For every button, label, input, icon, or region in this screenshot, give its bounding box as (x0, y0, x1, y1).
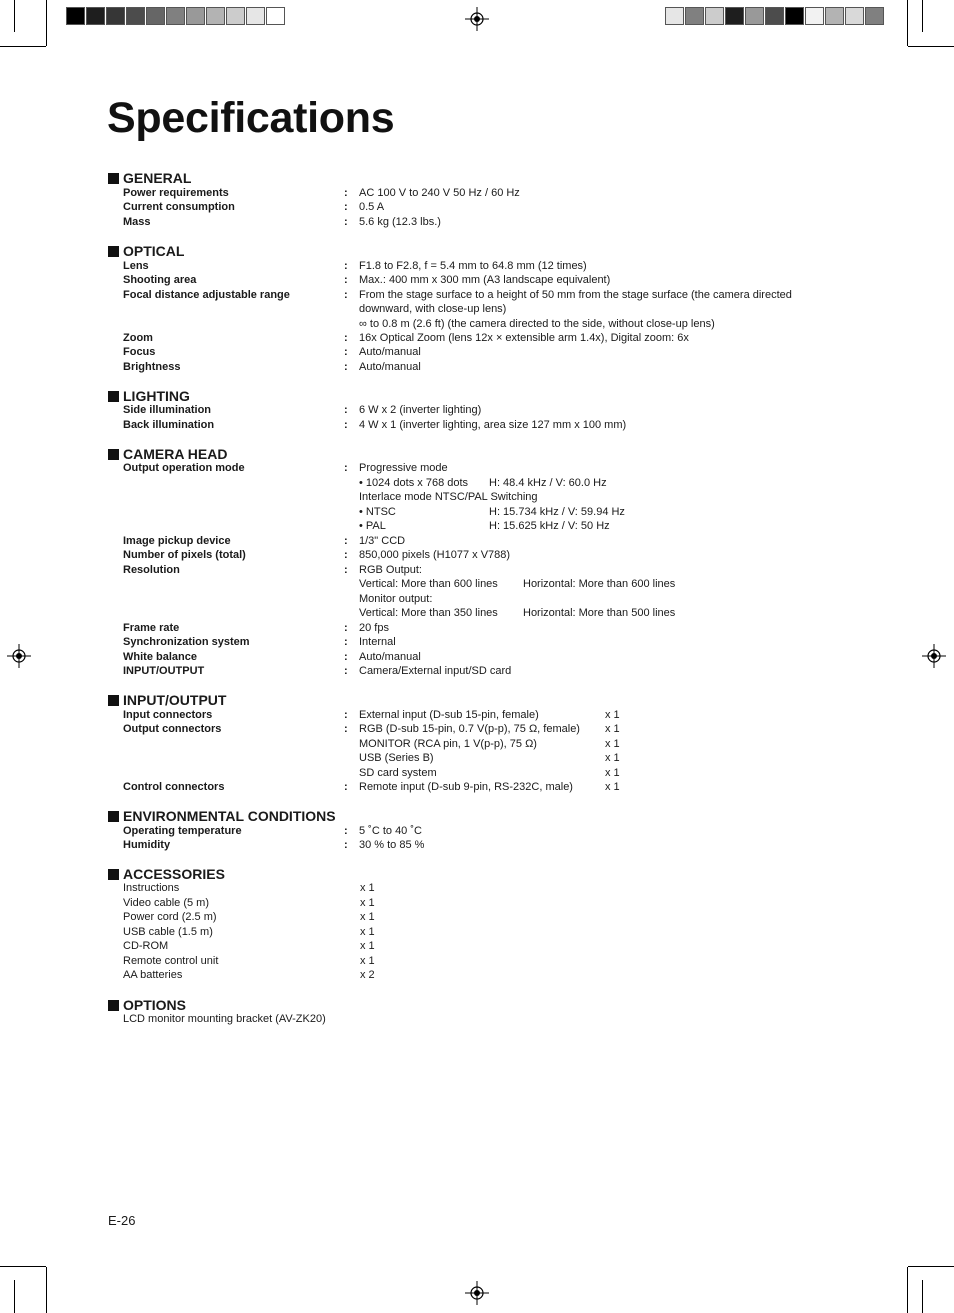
grayscale-bar-right (665, 0, 887, 30)
accessory-row: Video cable (5 m) x 1 (123, 897, 375, 909)
spec-row-continuation: • PAL H: 15.625 kHz / V: 50 Hz (359, 520, 610, 532)
gray-swatch (705, 7, 724, 25)
spec-row: Lens : F1.8 to F2.8, f = 5.4 mm to 64.8 mm (12 times) (123, 260, 587, 272)
spec-row: Humidity : 30 % to 85 % (123, 839, 425, 851)
gray-swatch (206, 7, 225, 25)
gray-swatch (246, 7, 265, 25)
spec-row: Frame rate : 20 fps (123, 622, 389, 634)
spec-row-continuation: Vertical: More than 600 lines Horizontal: More than 600 lines (359, 578, 676, 590)
spec-row-continuation: Monitor output: (359, 593, 433, 605)
page-title: Specifications (107, 94, 395, 142)
gray-swatch (266, 7, 285, 25)
spec-row: Current consumption : 0.5 A (123, 201, 385, 213)
spec-row-continuation: SD card system x 1 (359, 767, 620, 779)
gray-swatch (725, 7, 744, 25)
section-heading-lighting: LIGHTING (108, 388, 190, 404)
spec-row-continuation: USB (Series B) x 1 (359, 752, 620, 764)
gray-swatch (106, 7, 125, 25)
spec-row: INPUT/OUTPUT : Camera/External input/SD card (123, 665, 512, 677)
spec-row: Resolution : RGB Output: (123, 564, 422, 576)
gray-swatch (226, 7, 245, 25)
spec-row: Mass : 5.6 kg (12.3 lbs.) (123, 216, 441, 228)
gray-swatch (825, 7, 844, 25)
spec-row-continuation: Vertical: More than 350 lines Horizontal: More than 500 lines (359, 607, 676, 619)
spec-row: Image pickup device : 1/3" CCD (123, 535, 406, 547)
spec-row: Output connectors : RGB (D-sub 15-pin, 0.7 V(p-p), 75 Ω, female) x 1 (123, 723, 620, 735)
gray-swatch (785, 7, 804, 25)
gray-swatch (685, 7, 704, 25)
spec-row: Input connectors : External input (D-sub 15-pin, female) x 1 (123, 709, 620, 721)
spec-row-continuation: MONITOR (RCA pin, 1 V(p-p), 75 Ω) x 1 (359, 738, 620, 750)
page-number: E-26 (108, 1213, 136, 1228)
spec-row-continuation: • NTSC H: 15.734 kHz / V: 59.94 Hz (359, 506, 625, 518)
gray-swatch (845, 7, 864, 25)
accessory-row: USB cable (1.5 m) x 1 (123, 926, 375, 938)
gray-swatch (765, 7, 784, 25)
section-heading-options: OPTIONS (108, 997, 186, 1013)
section-heading-environmental: ENVIRONMENTAL CONDITIONS (108, 808, 336, 824)
spec-row: Focal distance adjustable range : From the stage surface to a height of 50 mm from the stage surface (the camera directed (123, 289, 792, 301)
spec-row: Synchronization system : Internal (123, 636, 396, 648)
accessory-row: Remote control unit x 1 (123, 955, 375, 967)
section-heading-accessories: ACCESSORIES (108, 866, 225, 882)
spec-row: Control connectors : Remote input (D-sub 9-pin, RS-232C, male) x 1 (123, 781, 620, 793)
spec-row: Focus : Auto/manual (123, 346, 421, 358)
square-bullet-icon (108, 173, 119, 184)
option-row: LCD monitor mounting bracket (AV-ZK20) (123, 1013, 326, 1025)
gray-swatch (665, 7, 684, 25)
square-bullet-icon (108, 869, 119, 880)
gray-swatch (745, 7, 764, 25)
section-heading-input-output: INPUT/OUTPUT (108, 692, 226, 708)
accessory-row: Power cord (2.5 m) x 1 (123, 911, 375, 923)
spec-row: Output operation mode : Progressive mode (123, 462, 448, 474)
spec-row: White balance : Auto/manual (123, 651, 421, 663)
square-bullet-icon (108, 246, 119, 257)
spec-row: Side illumination : 6 W x 2 (inverter lighting) (123, 404, 482, 416)
square-bullet-icon (108, 811, 119, 822)
section-heading-camera-head: CAMERA HEAD (108, 446, 227, 462)
gray-swatch (86, 7, 105, 25)
accessory-row: Instructions x 1 (123, 882, 375, 894)
spec-row: Power requirements : AC 100 V to 240 V 50 Hz / 60 Hz (123, 187, 520, 199)
spec-row: Brightness : Auto/manual (123, 361, 421, 373)
spec-row: Shooting area : Max.: 400 mm x 300 mm (A3 landscape equivalent) (123, 274, 611, 286)
spec-row-continuation: Interlace mode NTSC/PAL Switching (359, 491, 538, 503)
spec-row: Number of pixels (total) : 850,000 pixels (H1077 x V788) (123, 549, 511, 561)
gray-swatch (126, 7, 145, 25)
section-heading-general: GENERAL (108, 170, 191, 186)
gray-swatch (186, 7, 205, 25)
gray-swatch (805, 7, 824, 25)
gray-swatch (146, 7, 165, 25)
spec-row: Zoom : 16x Optical Zoom (lens 12x × extensible arm 1.4x), Digital zoom: 6x (123, 332, 689, 344)
section-heading-optical: OPTICAL (108, 243, 184, 259)
square-bullet-icon (108, 1000, 119, 1011)
registration-mark-icon (465, 1281, 489, 1305)
spec-row-continuation: downward, with close-up lens) (359, 303, 507, 315)
spec-row: Operating temperature : 5 ˚C to 40 ˚C (123, 825, 422, 837)
square-bullet-icon (108, 449, 119, 460)
accessory-row: AA batteries x 2 (123, 969, 375, 981)
registration-mark-icon (465, 7, 489, 31)
gray-swatch (865, 7, 884, 25)
square-bullet-icon (108, 391, 119, 402)
spec-row-continuation: • 1024 dots x 768 dots H: 48.4 kHz / V: 60.0 Hz (359, 477, 607, 489)
grayscale-bar-left (66, 0, 288, 30)
spec-row: Back illumination : 4 W x 1 (inverter lighting, area size 127 mm x 100 mm) (123, 419, 627, 431)
gray-swatch (66, 7, 85, 25)
accessory-row: CD-ROM x 1 (123, 940, 375, 952)
gray-swatch (166, 7, 185, 25)
square-bullet-icon (108, 695, 119, 706)
spec-row-continuation: ∞ to 0.8 m (2.6 ft) (the camera directed to the side, without close-up lens) (359, 318, 715, 330)
